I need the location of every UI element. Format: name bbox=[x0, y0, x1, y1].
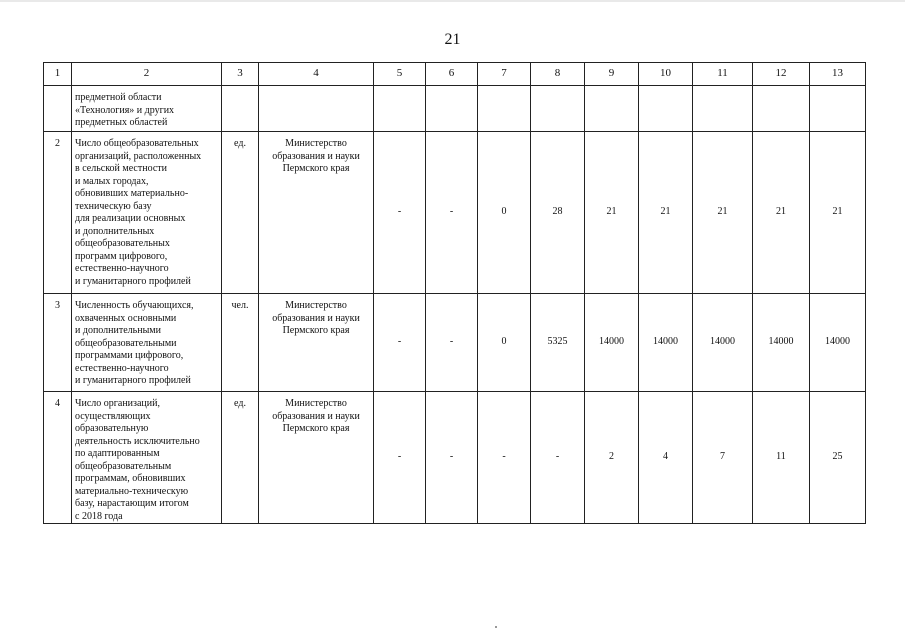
header-cell: 12 bbox=[753, 63, 810, 86]
responsible-cell: Министерство образования и науки Пермского края bbox=[259, 294, 374, 392]
header-cell: 7 bbox=[478, 63, 531, 86]
indicator-name-cell: Число общеобразовательных организаций, расположенных в сельской местности и малых городах, обновивших материально- техническую базу для реализации основных и дополнительных общеобразовательных программ цифрового, естественно-научного и гуманитарного профилей bbox=[72, 132, 222, 294]
value-cell: 28 bbox=[531, 132, 585, 294]
value-cell: 0 bbox=[478, 132, 531, 294]
header-cell: 1 bbox=[44, 63, 72, 86]
row-number-cell: 4 bbox=[44, 392, 72, 524]
value-cell: 2 bbox=[585, 392, 639, 524]
indicator-name-cell: предметной области «Технология» и других предметных областей bbox=[72, 86, 222, 132]
responsible-cell: Министерство образования и науки Пермского края bbox=[259, 392, 374, 524]
header-cell: 13 bbox=[810, 63, 866, 86]
value-cell: 7 bbox=[693, 392, 753, 524]
scan-artifact bbox=[495, 626, 497, 628]
unit-cell: чел. bbox=[222, 294, 259, 392]
header-row bbox=[44, 63, 866, 86]
value-cell bbox=[478, 86, 531, 132]
value-cell: 21 bbox=[810, 132, 866, 294]
page-number: 21 bbox=[444, 31, 461, 48]
value-cell bbox=[374, 86, 426, 132]
row-number-cell: 2 bbox=[44, 132, 72, 294]
header-cell: 4 bbox=[259, 63, 374, 86]
header-cell: 9 bbox=[585, 63, 639, 86]
value-cell bbox=[639, 86, 693, 132]
value-cell: 11 bbox=[753, 392, 810, 524]
header-cell: 3 bbox=[222, 63, 259, 86]
value-cell: - bbox=[426, 392, 478, 524]
value-cell: - bbox=[374, 294, 426, 392]
value-cell: - bbox=[531, 392, 585, 524]
value-cell: 14000 bbox=[693, 294, 753, 392]
value-cell: - bbox=[374, 132, 426, 294]
unit-cell: ед. bbox=[222, 392, 259, 524]
row-number-cell: 3 bbox=[44, 294, 72, 392]
value-cell bbox=[531, 86, 585, 132]
value-cell: 14000 bbox=[639, 294, 693, 392]
table-row bbox=[44, 294, 866, 392]
value-cell: 21 bbox=[693, 132, 753, 294]
value-cell: 14000 bbox=[753, 294, 810, 392]
value-cell bbox=[426, 86, 478, 132]
responsible-cell bbox=[259, 86, 374, 132]
table-row bbox=[44, 86, 866, 132]
value-cell: 5325 bbox=[531, 294, 585, 392]
value-cell: 21 bbox=[639, 132, 693, 294]
value-cell: - bbox=[374, 392, 426, 524]
header-cell: 6 bbox=[426, 63, 478, 86]
value-cell bbox=[753, 86, 810, 132]
value-cell: 21 bbox=[753, 132, 810, 294]
header-cell: 5 bbox=[374, 63, 426, 86]
indicators-table bbox=[43, 62, 866, 524]
value-cell: - bbox=[426, 132, 478, 294]
value-cell bbox=[810, 86, 866, 132]
value-cell: 21 bbox=[585, 132, 639, 294]
value-cell bbox=[585, 86, 639, 132]
indicator-name-cell: Численность обучающихся, охваченных основными и дополнительными общеобразовательными программами цифрового, естественно-научного и гуманитарного профилей bbox=[72, 294, 222, 392]
value-cell: 4 bbox=[639, 392, 693, 524]
scan-edge bbox=[0, 0, 905, 2]
value-cell: - bbox=[426, 294, 478, 392]
row-number-cell bbox=[44, 86, 72, 132]
value-cell bbox=[693, 86, 753, 132]
header-cell: 2 bbox=[72, 63, 222, 86]
header-cell: 10 bbox=[639, 63, 693, 86]
indicator-name-cell: Число организаций, осуществляющих образовательную деятельность исключительно по адаптированным общеобразовательным программам, обновивших материально-техническую базу, нарастающим итогом с 2018 года bbox=[72, 392, 222, 524]
value-cell: 14000 bbox=[810, 294, 866, 392]
header-cell: 8 bbox=[531, 63, 585, 86]
value-cell: 25 bbox=[810, 392, 866, 524]
table-row bbox=[44, 132, 866, 294]
value-cell: 0 bbox=[478, 294, 531, 392]
table-row bbox=[44, 392, 866, 524]
value-cell: 14000 bbox=[585, 294, 639, 392]
unit-cell bbox=[222, 86, 259, 132]
unit-cell: ед. bbox=[222, 132, 259, 294]
header-cell: 11 bbox=[693, 63, 753, 86]
responsible-cell: Министерство образования и науки Пермского края bbox=[259, 132, 374, 294]
value-cell: - bbox=[478, 392, 531, 524]
